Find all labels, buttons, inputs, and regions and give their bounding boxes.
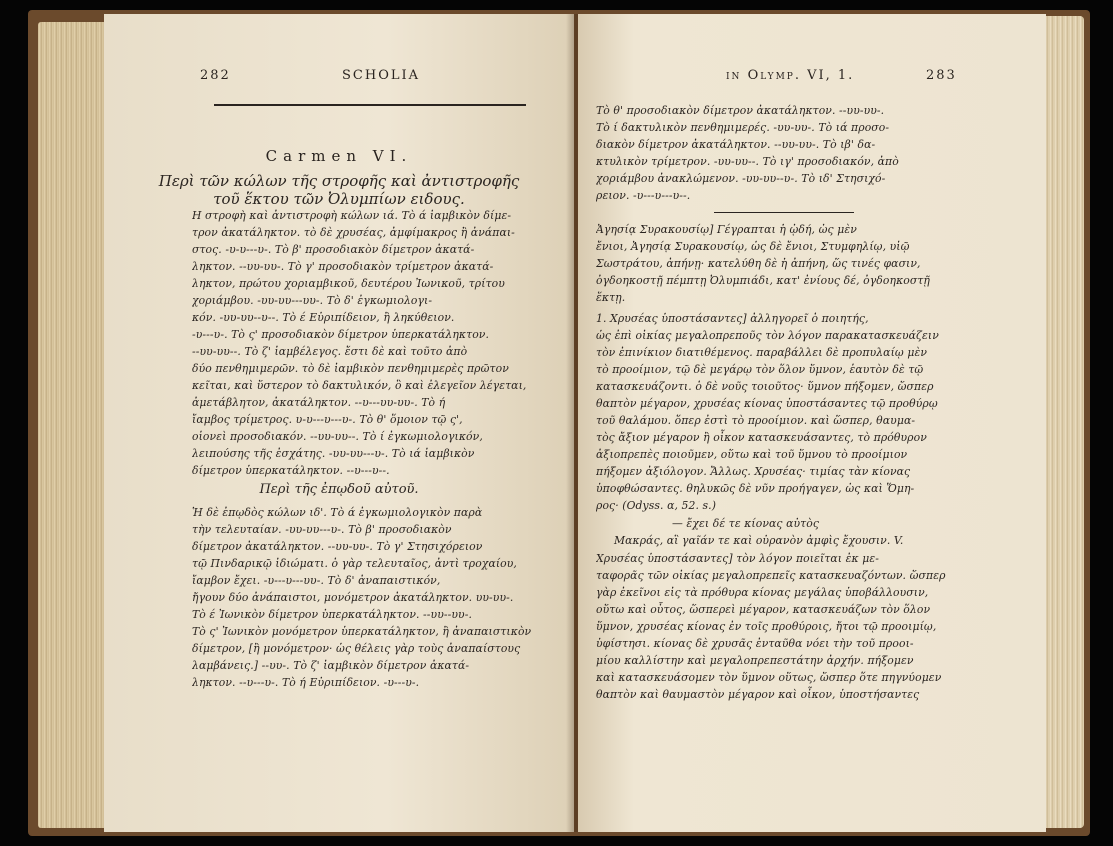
homer-quote-line-2: Μακράς, αἳ γαῖάν τε καὶ οὐρανὸν ἀμφὶς ἔχουσιν. V. bbox=[614, 534, 904, 547]
text-line: ὑποφθώσαντες. θηλυκῶς δὲ νῦν προήγαγεν, ὡς καὶ Ὅμη- bbox=[596, 482, 915, 495]
text-line: ὑφίστησι. κίονας δὲ χρυσᾶς ἐνταῦθα νόει τὴν τοῦ προοι- bbox=[596, 637, 914, 650]
text-line: γὰρ ἐκεῖνοι εἰς τὰ πρόθυρα κίονας μεγάλας ὑποβάλλουσιν, bbox=[596, 586, 929, 599]
text-line: καὶ κατασκευάσομεν τὸν ὕμνον οὕτως, ὥσπερ ὅτε πηγνύομεν bbox=[596, 671, 942, 684]
text-line: λαμβάνεις.] --υυ-. Τὸ ζ' ἰαμβικὸν δίμετρον ἀκατά- bbox=[192, 659, 470, 672]
right-section-3 bbox=[596, 310, 964, 514]
text-line: Σωστράτου, ἀπήνῃ· κατελύθη δὲ ἡ ἀπήνη, ὥς τινές φασιν, bbox=[596, 257, 921, 270]
text-line: κεῖται, καὶ ὕστερον τὸ δακτυλικόν, ὃ καὶ ἐλεγεῖον λέγεται, bbox=[192, 379, 527, 392]
title-line-1: Περὶ τῶν κώλων τῆς στροφῆς καὶ ἀντιστροφῆς bbox=[158, 172, 520, 190]
right-section-1 bbox=[596, 102, 964, 204]
text-line: Ἀγησίᾳ Συρακουσίῳ] Γέγραπται ἡ ᾠδή, ὡς μὲν bbox=[596, 223, 857, 236]
text-line: τὸς ἄξιον μέγαρον ἢ οἶκον κατασκευάσαντες, τὸ πρόθυρον bbox=[596, 431, 927, 444]
text-line: ληκτον. --υ---υ-. Τὸ ή Εὐριπίδειον. -υ---υ-. bbox=[192, 676, 420, 689]
text-line: πήξομεν ἀξιόλογον. Ἄλλως. Χρυσέας· τιμίας τὰν κίονας bbox=[596, 465, 911, 478]
right-section-2 bbox=[596, 221, 964, 306]
text-line: Τὸ θ' προσοδιακὸν δίμετρον ἀκατάληκτον. --υυ-υυ-. bbox=[596, 104, 885, 117]
text-line: χοριάμβου. -υυ-υυ---υυ-. Τὸ δ' ἐγκωμιολογι- bbox=[192, 294, 433, 307]
text-line: 1. Χρυσέας ὑποστάσαντες] ἀλληγορεῖ ὁ ποιητής, bbox=[596, 312, 869, 325]
left-page bbox=[104, 14, 574, 832]
text-line: μίου καλλίστην καὶ μεγαλοπρεπεστάτην ἀρχήν. πήξομεν bbox=[596, 654, 914, 667]
right-running-head: in Olymp. VI, 1. bbox=[726, 68, 855, 83]
text-line: ὕμνον, χρυσέας κίονας ἐν τοῖς προθύροις, ἤτοι τῷ προοιμίῳ, bbox=[596, 620, 937, 633]
text-line: Τὸ ί δακτυλικὸν πενθημιμερές. -υυ-υυ-. Τὸ ιά προσο- bbox=[596, 121, 890, 134]
text-line: Χρυσέας ὑποστάσαντες] τὸν λόγον ποιεῖται ἐκ με- bbox=[596, 552, 880, 565]
text-line: στος. -υ-υ---υ-. Τὸ β' προσοδιακὸν δίμετρον ἀκατά- bbox=[192, 243, 475, 256]
text-line: τρον ἀκατάληκτον. τὸ δὲ χρυσέας, ἀμφίμακρος ἢ ἀνάπαι- bbox=[192, 226, 515, 239]
text-line: τὴν τελευταίαν. -υυ-υυ---υ-. Τὸ β' προσοδιακὸν bbox=[192, 523, 452, 536]
text-line: τοῦ θαλάμου. ὅπερ ἐστὶ τὸ προοίμιον. καὶ ὥσπερ, θαυμα- bbox=[596, 414, 916, 427]
text-line: ἴαμβον ἔχει. -υ---υ---υυ-. Τὸ δ' ἀναπαιστικόν, bbox=[192, 574, 441, 587]
text-line: οἱονεὶ προσοδιακόν. --υυ-υυ--. Τὸ ί ἐγκωμιολογικόν, bbox=[192, 430, 483, 443]
head-rule bbox=[214, 104, 526, 106]
text-line: ὡς ἐπὶ οἰκίας μεγαλοπρεποῦς τὸν λόγον παρακατασκευάζειν bbox=[596, 329, 939, 342]
text-line: Τὸ έ Ἰωνικὸν δίμετρον ὑπερκατάληκτον. --υυ--υυ-. bbox=[192, 608, 472, 621]
text-line: θαπτὸν καὶ θαυμαστὸν μέγαρον καὶ οἶκον, ὑποστήσαντες bbox=[596, 688, 920, 701]
title-line-2: τοῦ ἕκτου τῶν Ὀλυμπίων ειδους. bbox=[213, 190, 465, 208]
text-line: Ἡ δὲ ἐπῳδὸς κώλων ιδ'. Τὸ ά ἐγκωμιολογικὸν παρὰ bbox=[192, 506, 483, 519]
text-line: ἕκτῃ. bbox=[596, 291, 626, 304]
text-line: ταφορᾶς τῶν οἰκίας μεγαλοπρεπεῖς κατασκευαζόντων. ὥσπερ bbox=[596, 569, 946, 582]
right-page-number: 283 bbox=[926, 68, 957, 83]
carmen-heading: Carmen VI. bbox=[265, 147, 413, 165]
text-line: ληκτον, πρώτου χοριαμβικοῦ, δευτέρου Ἰωνικοῦ, τρίτου bbox=[192, 277, 505, 290]
left-section-1 bbox=[192, 207, 548, 479]
text-line: ἀξιοπρεπὲς ποιοῦμεν, οὕτω καὶ τοῦ ὕμνου τὸ προοίμιον bbox=[596, 448, 908, 461]
text-line: τῷ Πινδαρικῷ ἰδιώματι. ὁ γὰρ τελευταῖος, ἀντὶ τροχαίου, bbox=[192, 557, 517, 570]
text-line: ἔνιοι, Ἀγησίᾳ Συρακουσίῳ, ὡς δὲ ἔνιοι, Στυμφηλίῳ, υἱῷ bbox=[596, 240, 910, 253]
page-edges-right bbox=[1044, 16, 1084, 828]
text-line: δίμετρον, [ἢ μονόμετρον· ὡς θέλεις γὰρ τοὺς ἀναπαίστους bbox=[192, 642, 521, 655]
text-line: ἀμετάβλητον, ἀκατάληκτον. --υ---υυ-υυ-. Τὸ ή bbox=[192, 396, 446, 409]
text-line: κτυλικὸν τρίμετρον. -υυ-υυ--. Τὸ ιγ' προσοδιακόν, ἀπὸ bbox=[596, 155, 899, 168]
text-line: ἴαμβος τρίμετρος. υ-υ---υ---υ-. Τὸ θ' ὅμοιον τῷ ς', bbox=[192, 413, 463, 426]
section-divider bbox=[714, 212, 854, 213]
epode-subhead: Περὶ τῆς ἐπῳδοῦ αὐτοῦ. bbox=[259, 482, 419, 497]
text-line: τὸ προοίμιον, τῷ δὲ μεγάρῳ τὸν ὅλον ὕμνον, ἑαυτὸν δὲ τῷ bbox=[596, 363, 924, 376]
right-page bbox=[578, 14, 1046, 832]
left-section-2 bbox=[192, 504, 548, 691]
text-line: ὀγδοηκοστῇ πέμπτῃ Ὀλυμπιάδι, κατ' ἐνίους δέ, ὀγδοηκοστῇ bbox=[596, 274, 930, 287]
text-line: χοριάμβου ἀνακλώμενον. -υυ-υυ--υ-. Τὸ ιδ' Στησιχό- bbox=[596, 172, 886, 185]
text-line: κατασκευάζοντι. ὁ δὲ νοῦς τοιοῦτος· ὕμνον πήξομεν, ὥσπερ bbox=[596, 380, 934, 393]
text-line: δίμετρον ὑπερκατάληκτον. --υ---υ--. bbox=[192, 464, 390, 477]
text-line: δύο πενθημιμερῶν. τὸ δὲ ἰαμβικὸν πενθημιμερὲς πρῶτον bbox=[192, 362, 509, 375]
homer-quote-line-1: — ἔχει δέ τε κίονας αὐτὸς bbox=[672, 517, 819, 530]
text-line: -υ---υ-. Τὸ ς' προσοδιακὸν δίμετρον ὑπερκατάληκτον. bbox=[192, 328, 489, 341]
text-line: θαπτὸν μέγαρον, χρυσέας κίονας ὑποστάσαντες τῷ προθύρῳ bbox=[596, 397, 938, 410]
text-line: ρειον. -υ---υ---υ--. bbox=[596, 189, 691, 202]
text-line: κόν. -υυ-υυ--υ--. Τὸ έ Εὐριπίδειον, ἢ ληκύθειον. bbox=[192, 311, 455, 324]
text-line: --υυ-υυ--. Τὸ ζ' ἰαμβέλεγος. ἔστι δὲ καὶ τοῦτο ἀπὸ bbox=[192, 345, 468, 358]
left-page-number: 282 bbox=[200, 68, 231, 83]
text-line: δίμετρον ἀκατάληκτον. --υυ-υυ-. Τὸ γ' Στησιχόρειον bbox=[192, 540, 483, 553]
text-line: οὕτω καὶ οὗτος, ὥσπερεὶ μέγαρον, κατασκευάζων τὸν ὅλον bbox=[596, 603, 931, 616]
left-running-head: SCHOLIA bbox=[342, 68, 421, 83]
right-section-4 bbox=[596, 550, 964, 703]
text-line: λειπούσης τῆς ἐσχάτης. -υυ-υυ---υ-. Τὸ ιά ἰαμβικὸν bbox=[192, 447, 475, 460]
text-line: ρος· (Odyss. α, 52. s.) bbox=[596, 499, 717, 512]
text-line: Η στροφὴ καὶ ἀντιστροφὴ κώλων ιά. Τὸ ά ἰαμβικὸν δίμε- bbox=[192, 209, 512, 222]
page-edges-left bbox=[38, 22, 104, 828]
text-line: τὸν ἐπινίκιον διατιθέμενος. παραβάλλει δὲ προπυλαίῳ μὲν bbox=[596, 346, 928, 359]
text-line: ἤγουν δύο ἀνάπαιστοι, μονόμετρον ἀκατάληκτον. υυ-υυ-. bbox=[192, 591, 514, 604]
text-line: ληκτον. --υυ-υυ-. Τὸ γ' προσοδιακὸν τρίμετρον ἀκατά- bbox=[192, 260, 494, 273]
text-line: Τὸ ς' Ἰωνικὸν μονόμετρον ὑπερκατάληκτον, ἢ ἀναπαιστικὸν bbox=[192, 625, 532, 638]
text-line: διακὸν δίμετρον ἀκατάληκτον. --υυ-υυ-. Τὸ ιβ' δα- bbox=[596, 138, 876, 151]
